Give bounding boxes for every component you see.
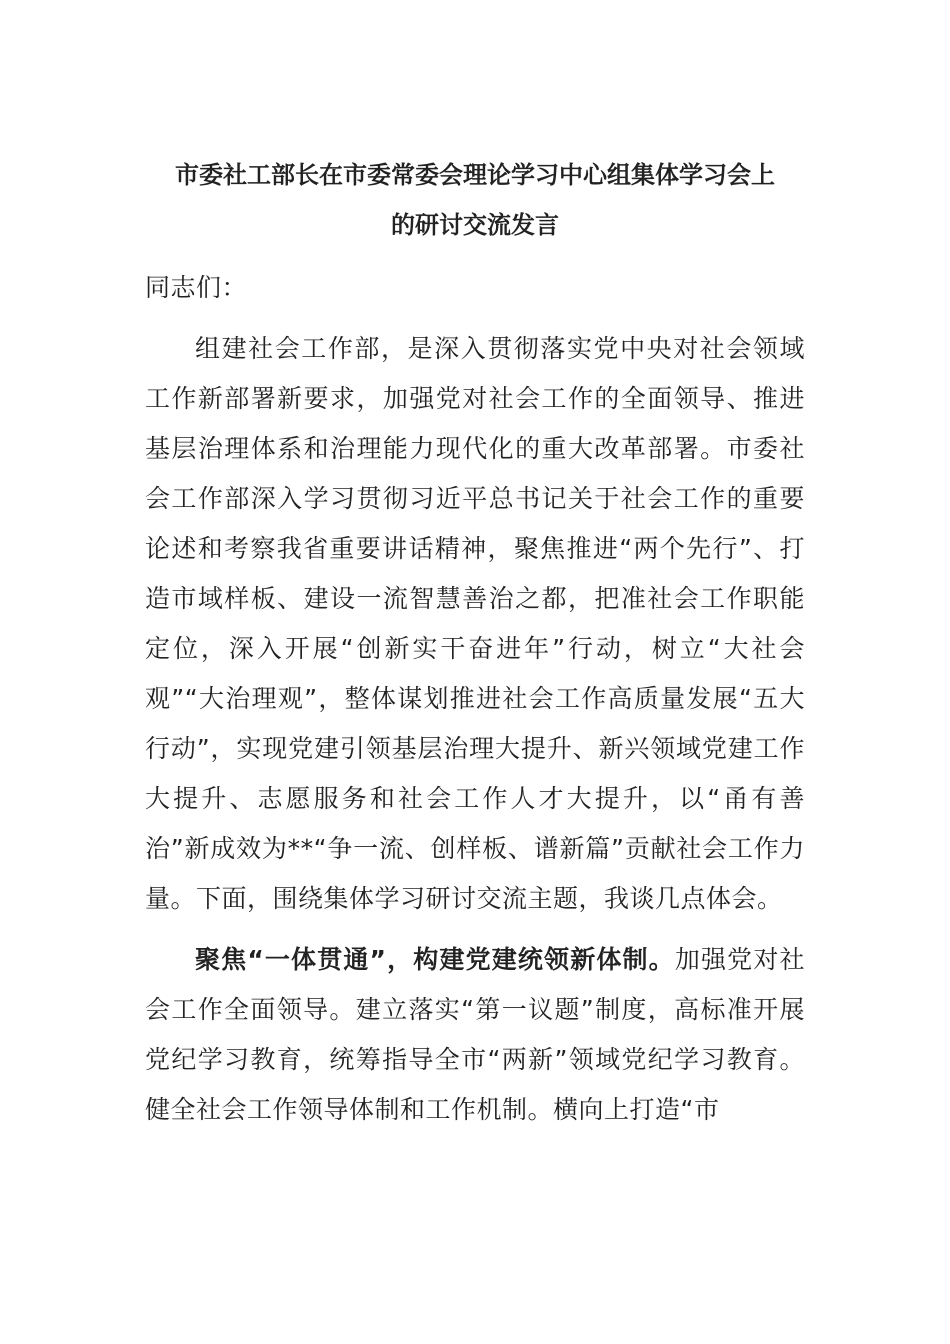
paragraph-2-body: 加强党对社会工作全面领导。建立落实“第一议题”制度，高标准开展党纪学习教育，统筹指导全市“两新”领域党纪学习教育。健全社会工作领导体制和工作机制。横向上打造“市 <box>145 945 805 1124</box>
document-title <box>145 150 805 250</box>
title-line-1: 市委社工部长在市委常委会理论学习中心组集体学习会上 <box>175 161 775 189</box>
paragraph-lead-heading: 聚焦“一体贯通”，构建党建统领新体制。 <box>195 945 675 974</box>
document-page <box>145 150 805 1135</box>
body-paragraph-1: 组建社会工作部，是深入贯彻落实党中央对社会领域工作新部署新要求，加强党对社会工作的全面领导、推进基层治理体系和治理能力现代化的重大改革部署。市委社会工作部深入学习贯彻习近平总书记关于社会工作的重要论述和考察我省重要讲话精神，聚焦推进“两个先行”、打造市域样板、建设一流智慧善治之都，把准社会工作职能定位，深入开展“创新实干奋进年”行动，树立“大社会观”“大治理观”，整体谋划推进社会工作高质量发展“五大行动”，实现党建引领基层治理大提升、新兴领域党建工作大提升、志愿服务和社会工作人才大提升，以“甬有善治”新成效为**“争一流、创样板、谱新篇”贡献社会工作力量。下面，围绕集体学习研讨交流主题，我谈几点体会。 <box>145 334 805 913</box>
salutation: 同志们： <box>145 273 248 302</box>
body-paragraph-2 <box>145 935 805 1135</box>
title-line-2: 的研讨交流发言 <box>391 211 559 239</box>
